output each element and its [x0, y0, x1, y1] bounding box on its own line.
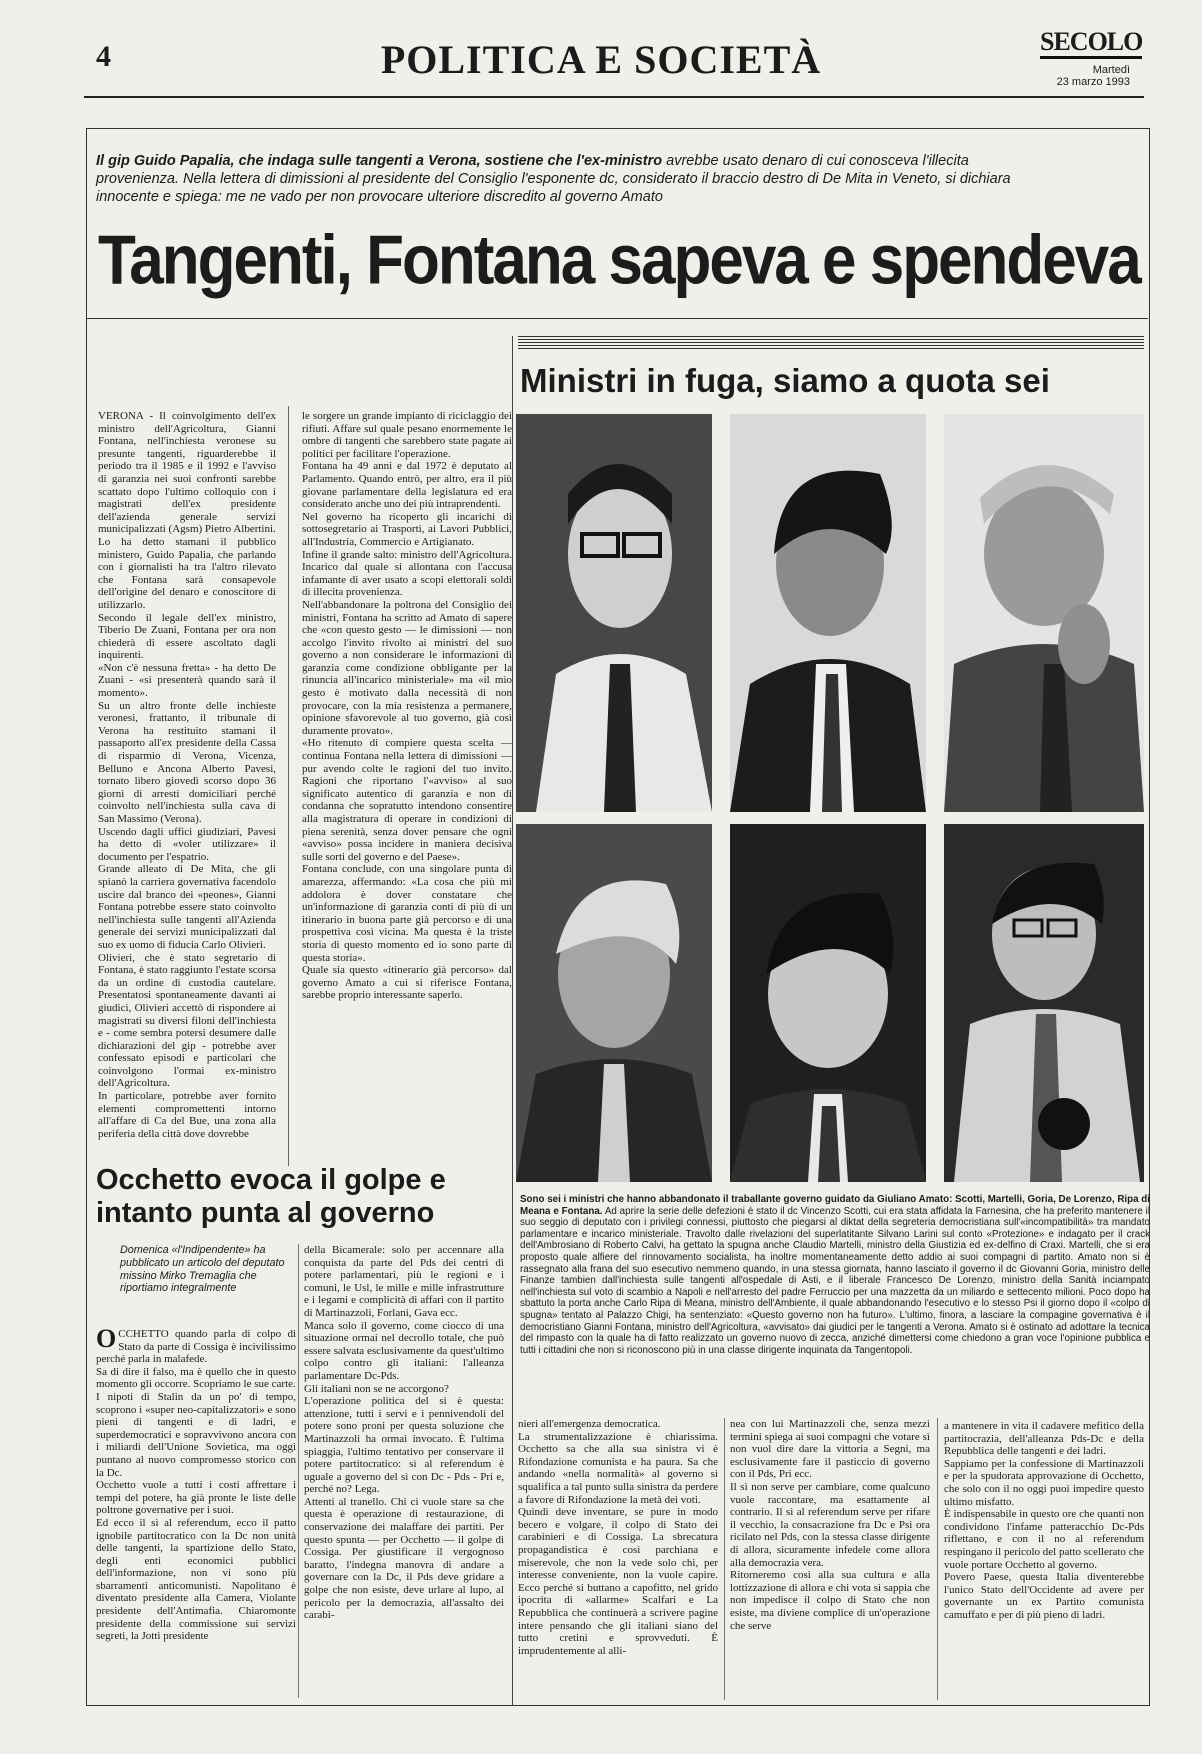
- lead-headline: Tangenti, Fontana sapeva e spendeva: [98, 222, 1140, 300]
- minister-photo-2: [730, 414, 926, 812]
- sidebar-divider: [512, 336, 513, 1706]
- sidebar-hatched-rule: [518, 336, 1144, 350]
- minister-photo-3: [944, 414, 1144, 812]
- caption-text: Ad aprire la serie delle defezioni è stato il dc Vincenzo Scotti, cui era stata affidata la Farnesina, che ha preferito mantenere il suo seggio di deputato con i privilegi connessi, piuttosto che piegarsi al diktat della segreteria democristiana sull'«incompatibilità» tra mandato parlamentare e incarico ministeriale. Travolto dalle rivelazioni del superlatitante Silvano Larini sul conto «Protezione» e indagato per il crack dell'Ambrosiano di Roberto Calvi, ha gettato la spugna anche Claudio Martelli, ministro della Giustizia ed ex-delfino di Craxi. Martelli, che si era proposto quale alfiere del rinnovamento socialista, ha inoltre momentaneamente detto addio ai suoi compagni di partito. Amato non si è rassegnato alla frana del suo esecutivo nemmeno quando, in una stessa giornata, hanno lasciato il governo il dc Giovanni Goria, ministro delle Finanze tambien dall'inchiesta sulle tangenti all'ospedale di Asti, e il liberale Francesco De Lorenzo, ministro della Sanità inciampato nell'inchiesta sul voto di scambio a Napoli e nell'arresto del padre Ferruccio per una mazzetta da un miliardo e settecento milioni. Poco dopo ha sbattuto la porta anche Carlo Ripa di Meana, ministro dell'Ambiente, il quale abbandonando l'esecutivo e lo stesso Psi il giorno dopo il «colpo di spugna» tentato al Palazzo Chigi, ha sentenziato: «Questo governo non ha futuro». L'ultimo, finora, a lasciare la compagine governativa è il democristiano Gianni Fontana, ministro dell'Agricoltura, «avvisato» dai giudici per le tangenti a Verona. Amato si è ostinato ad adottare la tecnica del rimpasto con la quale ha di fatto realizzato un governo nuovo di zecca, anziché dimettersi come chiedono a gran voce l'opinione pubblica e tutti i cittadini che non si riconoscono più in una classe dirigente inquinata da Tangentopoli.: [520, 1205, 1150, 1356]
- headline-rule: [86, 318, 1148, 319]
- caption-lead: Sono sei i ministri che hanno abbandonato il traballante governo guidato da Giuliano Amato: Scotti, Martelli, Goria, De Lorenzo, Ripa di Meana e Fontana.: [520, 1194, 1150, 1217]
- occhetto-column-1: [96, 1328, 296, 1698]
- occhetto-headline: Occhetto evoca il golpe e intanto punta al governo: [96, 1164, 446, 1229]
- occhetto-intro: Domenica «l'Indipendente» ha pubblicato un articolo del deputato missino Mirko Tremaglia che riportiamo integralmente: [120, 1244, 285, 1295]
- lead-column-1: VERONA - Il coinvolgimento dell'ex ministro dell'Agricoltura, Gianni Fontana, nell'inchiesta veronese su presunte tangenti, riguarderebbe il periodo tra il 1985 e il 1992 e l'avviso di garanzia nei suoi confronti sarebbe scattato dopo l'ultimo colloquio con i magistrati dell'ex presidente dell'azienda generale servizi municipalizzati (Agsm) Pietro Albertini. Lo ha detto stamani il pubblico ministero, Guido Papalia, che parlando con i giornalisti ha tra l'altro rilevato che Fontana sarà consapevole dell'origine del denaro e conoscitore di utilizzarlo. Secondo il legale dell'ex ministro, Tiberio De Zuani, Fontana per ora non chiederà di essere ascoltato dagli inquirenti. «Non c'è nessuna fretta» - ha detto De Zuani - «si presenterà quando sarà il momento». Su un altro fronte delle inchieste veronesi, frattanto, il tribunale di Verona ha restituito stamani il passaporto all'ex presidente della Cassa di risparmio di Verona, Vicenza, Belluno e Ancona Alberto Pavesi, tornato libero giovedì scorso dopo 36 giorni di arresti domiciliari perché coinvolto nell'inchiesta sulla cava di San Massimo (Verona). Uscendo dagli uffici giudiziari, Pavesi ha detto di «voler utilizzare» il documento per l'espatrio. Grande alleato di De Mita, che gli spianò la carriera governativa facendolo uscire dal branco dei «peones», Gianni Fontana potrebbe essere stato coinvolto nell'inchiesta sulle tangenti all'Azienda generale dei servizi municipalizzati dal suo ex uomo di fiducia Carlo Olivieri. Olivieri, che è stato segretario di Fontana, è stato raggiunto l'estate scorsa da un ordine di custodia cautelare. Presentatosi spontaneamente davanti ai giudici, Olivieri accettò di rispondere ai magistrati su diversi filoni dell'inchiesta e - come sembra potersi desumere dalle dichiarazioni del gip - potrebbe aver confessato episodi e particolari che coinvolgono l'ormai ex-ministro dell'Agricoltura. In particolare, potrebbe aver fornito elementi compromettenti intorno all'affare di Ca del Bue, una zona alla periferia della città dove dovrebbe: [98, 410, 276, 1140]
- portrait-image: [730, 414, 926, 812]
- column-divider: [288, 406, 289, 1166]
- portrait-image: [516, 824, 712, 1182]
- occhetto-column-1-text: CCHETTO quando parla di colpo di Stato da parte di Cossiga è incivilissimo perché parla in malafede. Sa di dire il falso, ma è quello che in questo momento gli occorre. Scopriamo le sue carte. I nipoti di Stalin da un po' di tempo, scoprono i «super neo-capitalizzatori» e sono pieni di tangenti e di ladri, e superdemocratici e sopravvivono ancora con i miliardi dell'Unione Sovietica, ma oggi puntano al nuovo compromesso storico con la Dc. Occhetto vuole a tutti i costi affrettare i tempi del potere, ha già pronte le liste delle poltrone governative per i suoi. Ed ecco il sì al referendum, ecco il patto ignobile partitocratico con la Dc non unità delle tangenti, la spartizione dello Stato, degli enti economici pubblici dell'informazione, non vi sono più sbarramenti anticomunisti. Napolitano è diventato presidente alla Camera, Violante presidente dell'Antimafia. Chiaromonte presidente della commissione sui servizi segreti, la Jotti presidente: [96, 1328, 296, 1643]
- portrait-image: [944, 414, 1144, 812]
- issue-day: Martedì: [1092, 64, 1130, 76]
- issue-date-block: [1040, 64, 1130, 88]
- occhetto-column-2: della Bicamerale: solo per accennare alla conquista da parte del Pds dei centri di potere parlamentari, più le regioni e i comuni, le Usl, le mille e mille infrastrutture e i legami e complicità di affari con il partito di Martinazzoli, Forlani, Gava ecc. Manca solo il governo, come ciocco di una situazione ormai nel decrollo totale, che può essere salvata esclusivamente da quest'ultimo colpo contro gli italiani: l'alleanza parlamentare Dc-Pds. Gli italiani non se ne accorgono? L'operazione politica del sì è questa: attenzione, tutti i servi e i pennivendoli del potere sono proni per questa soluzione che Martinazzoli ha ormai invocato. È l'ultima spiaggia, l'ultimo tentativo per conservare il potere partitocratico: sì al referendum è uguale a governo del sì con Dc - Pds - Pri e, perché no? Lega. Attenti al tranello. Chi ci vuole stare sa che questa è operazione di restaurazione, di conservazione dei malaffare dei partiti. Per questo spunta — per Occhetto — il golpe di Cossiga. Per giustificare il vergognoso baratto, l'indegna manovra di andare a governare con la Dc, il Pds deve gridare a golpe che non esiste, deve urlare al lupo, al pericolo per la democrazia, all'assalto dei carabi-: [304, 1244, 504, 1622]
- minister-photo-6: [944, 824, 1144, 1182]
- section-title: POLITICA E SOCIETÀ: [380, 37, 822, 82]
- column-divider: [937, 1418, 938, 1700]
- newspaper-logo: SECOLO: [1040, 28, 1142, 59]
- portrait-image: [516, 414, 712, 812]
- portrait-image: [730, 824, 926, 1182]
- column-divider: [298, 1244, 299, 1698]
- occhetto-column-3: nieri all'emergenza democratica. La strumentalizzazione è chiarissima. Occhetto sa che alla sua sinistra vi è Rifondazione comunista e ha paura. Sa che andando «nella normalità» al governo si squalifica a tal punto sulla sinistra da perdere a favore di Rifondazione la metà dei voti. Quindi deve inventare, se pure in modo becero e volgare, il colpo di Stato dei carabinieri e di Cossiga. La sbrecatura propagandistica è così parchiana e miserevole, che non la vede solo chi, per interesse conveniente, non la vuole capire. Ecco perché si buttano a capofitto, nel grido ipocrita di «allarme» Scalfari e La Repubblica che continuerà a scrivere pagine intere pensando che gli italiani siano del tutto cretini e sprovveduti. È imprudentemente al alli-: [518, 1418, 718, 1657]
- occhetto-column-4: nea con lui Martinazzoli che, senza mezzi termini spiega ai suoi compagni che votare sì non vuol dire dare la vittoria a Segni, ma esclusivamente fare il pasticcio di governo con il Pds, Pri ecc. Il sì non serve per cambiare, come qualcuno vuole raccontare, ma esattamente al contrario. Il sì al referendum serve per rifare il vecchio, la consacrazione fra Dc e Psi ora ricilato nel Pds, con la stessa classe dirigente di allora, sicuramente infedele come allora alla democrazia vera. Ritorneremo così alla sua cultura e alla lottizzazione di allora e chi vota sì sappia che non impedisce il colpo di Stato che non esiste, ma diviene complice di un'operazione che serve: [730, 1418, 930, 1632]
- issue-date: 23 marzo 1993: [1056, 76, 1130, 88]
- masthead-rule: [84, 96, 1144, 98]
- minister-photo-4: [516, 824, 712, 1182]
- column-divider: [724, 1418, 725, 1700]
- minister-photo-1: [516, 414, 712, 812]
- page-number: 4: [96, 40, 111, 73]
- portrait-image: [944, 824, 1144, 1182]
- sidebar-headline: Ministri in fuga, siamo a quota sei: [520, 362, 1050, 399]
- photo-caption: [520, 1194, 1150, 1356]
- lead-kicker-text: avrebbe usato denaro di cui conosceva l'illecita provenienza. Nella lettera di dimissioni al presidente del Consiglio l'esponente dc, considerato il braccio destro di De Mita in Veneto, si dichiara innocente e spiega: me ne vado per non provocare ulteriore discredito al governo Amato: [96, 153, 1011, 205]
- occhetto-column-5: a mantenere in vita il cadavere mefitico della partitocrazia, dell'alleanza Pds-Dc e della Repubblica delle tangenti e dei ladri. Sappiamo per la confessione di Martinazzoli e per la spudorata approvazione di Occhetto, che solo con il no oggi puoi impedire questo ultimo misfatto. È indispensabile in questo ore che quanti non condividono l'infame patteracchio Dc-Pds riflettano, e con il no al referendum respingano il pericolo del patto scellerato che vuole portare Occhetto al governo. Povero Paese, questa Italia diventerebbe l'unico Stato dell'Occidente ad avere per governante un ex Partito comunista camuffato e per di più pieno di ladri.: [944, 1420, 1144, 1621]
- lead-column-2: le sorgere un grande impianto di riciclaggio dei rifiuti. Affare sul quale pesano enormemente le ombre di tangenti che sarebbero state pagate ai politici per facilitare l'operazione. Fontana ha 49 anni e dal 1972 è deputato al Parlamento. Quando entrò, per altro, era il più giovane parlamentare della legislatura ed era considerato anche uno dei più intraprendenti. Nel governo ha ricoperto gli incarichi di sottosegretario ai Trasporti, ai Lavori Pubblici, all'Industria, Commercio e Artigianato. Infine il grande salto: ministro dell'Agricoltura. Incarico dal quale si allontana con l'accusa infamante di aver usato a scopi elettorali soldi di illecita provenienza. Nell'abbandonare la poltrona del Consiglio dei ministri, Fontana ha scritto ad Amato di sapere che «con questo gesto — le dimissioni — non accolgo l'invito rivolto ai ministri del suo governo a non considerare le informazioni di garanzia come condizione obbligante per la rinuncia all'incarico ministeriale» ma «il mio gesto è motivato dalla necessità di non provocare, con la mia resistenza a permanere, opinione sfavorevole al tuo governo, già così duramente provato». «Ho ritenuto di compiere questa scelta — continua Fontana nella lettera di dimissioni — pur avendo colte le ragioni del tuo invito. Ragioni che riportano l'«avviso» al suo significato autentico di garanzia e non di condanna che sopratutto intendono consentire alla magistratura di operare in condizioni di piena serenità, senza dover pensare che ogni «avviso» possa incidere in maniera decisiva sulle sorti del governo e del Paese». Fontana conclude, con una singolare punta di amarezza, affermando: «La cosa che più mi addolora è dover constatare che un'informazione di garanzia conti di più di un itinerario in buona parte già percorso e di una prospettiva così vicina. Ma questa è la triste storia di questo momento ed io sono parte di questa storia». Quale sia questo «itinerario già percorso» dal governo Amato a cui si riferisce Fontana, sarebbe proprio interessante saperlo.: [302, 410, 512, 1002]
- dropcap-letter: O: [96, 1328, 117, 1353]
- lead-kicker-bold: Il gip Guido Papalia, che indaga sulle tangenti a Verona, sostiene che l'ex-ministro: [96, 153, 663, 169]
- minister-photo-5: [730, 824, 926, 1182]
- lead-kicker: [96, 152, 1046, 206]
